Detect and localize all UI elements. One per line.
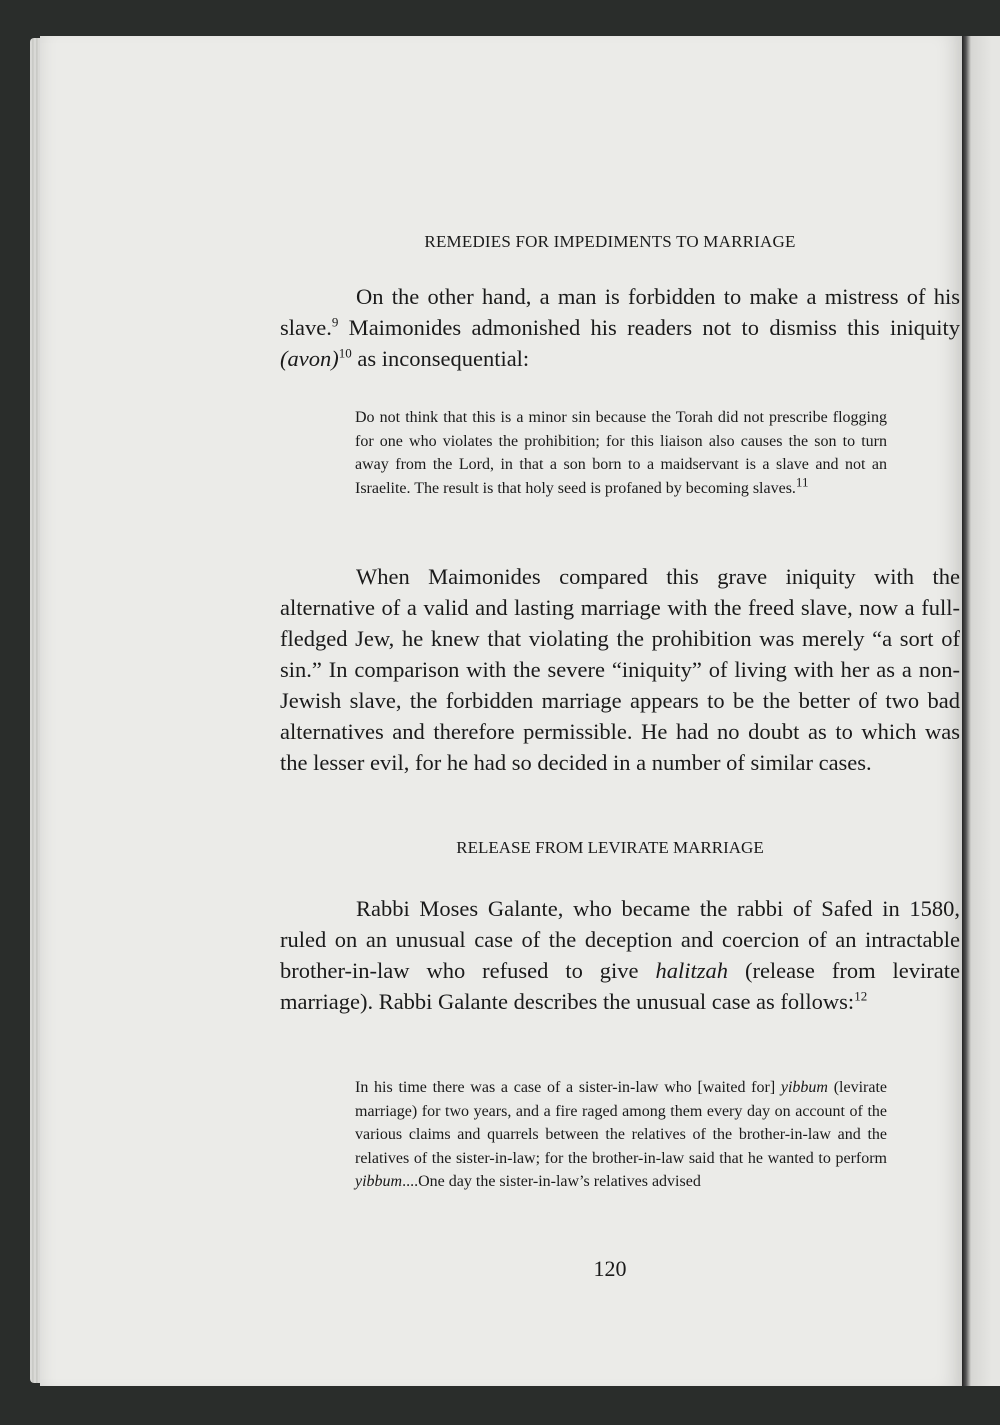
- paragraph-3: Rabbi Moses Galante, who became the rabbi of Safed in 1580, ruled on an unusual case of the deception and coercion of an intractable brother-in-law who refused to give halitzah (release from levirate marriage). Rabbi Galante describes the unusual case as follows:$^{12}$: [280, 896, 960, 1014]
- footnote-ref-11: 11: [795, 474, 809, 490]
- paragraph-1: On the other hand, a man is forbidden to make a mistress of his slave.$^9$ Maimonides admonished his readers not to dismiss this iniquity (avon)$^{10}$ as inconsequential:: [280, 284, 960, 371]
- block-quote-1: Do not think that this is a minor sin because the Torah did not prescribe flogging for one who violates the prohibition; for this liaison also causes the son to turn away from the Lord, in that a son born to a maidservant is a slave and not an Israelite. The result is that holy seed is profaned by becoming slaves.$^{11}$: [355, 409, 887, 497]
- term-avon: (avon): [280, 346, 339, 371]
- term-halitzah: halitzah: [655, 958, 728, 983]
- block-quote-2: In his time there was a case of a sister-in-law who [waited for] yibbum (levirate marriage) for two years, and a fire raged among them every day on account of the various claims and quarrels between the relatives of the brother-in-law and the relatives of the sister-in-law; for the brother-in-law said that he wanted to perform yibbum....One day the sister-in-law’s relatives advised: [355, 1079, 887, 1190]
- footnote-ref-12: 12: [854, 988, 868, 1004]
- book-page: [40, 36, 962, 1386]
- page-number: 120: [593, 1256, 627, 1281]
- next-page-edge: [962, 36, 1000, 1386]
- paragraph-2: When Maimonides compared this grave iniquity with the alternative of a valid and lasting marriage with the freed slave, now a full-fledged Jew, he knew that violating the prohibition was merely “a sort of sin.” In comparison with the severe “iniquity” of living with her as a non-Jewish slave, the forbidden marriage appears to be the better of two bad alternatives and therefore permissible. He had no doubt as to which was the lesser evil, for he had so decided in a number of similar cases.: [280, 564, 960, 775]
- term-yibbum: yibbum: [780, 1079, 828, 1096]
- footnote-ref-9: 9: [331, 314, 339, 330]
- running-head: REMEDIES FOR IMPEDIMENTS TO MARRIAGE: [424, 232, 796, 251]
- section-heading: RELEASE FROM LEVIRATE MARRIAGE: [456, 838, 764, 857]
- term-yibbum-2: yibbum: [355, 1173, 403, 1190]
- footnote-ref-10: 10: [338, 345, 352, 361]
